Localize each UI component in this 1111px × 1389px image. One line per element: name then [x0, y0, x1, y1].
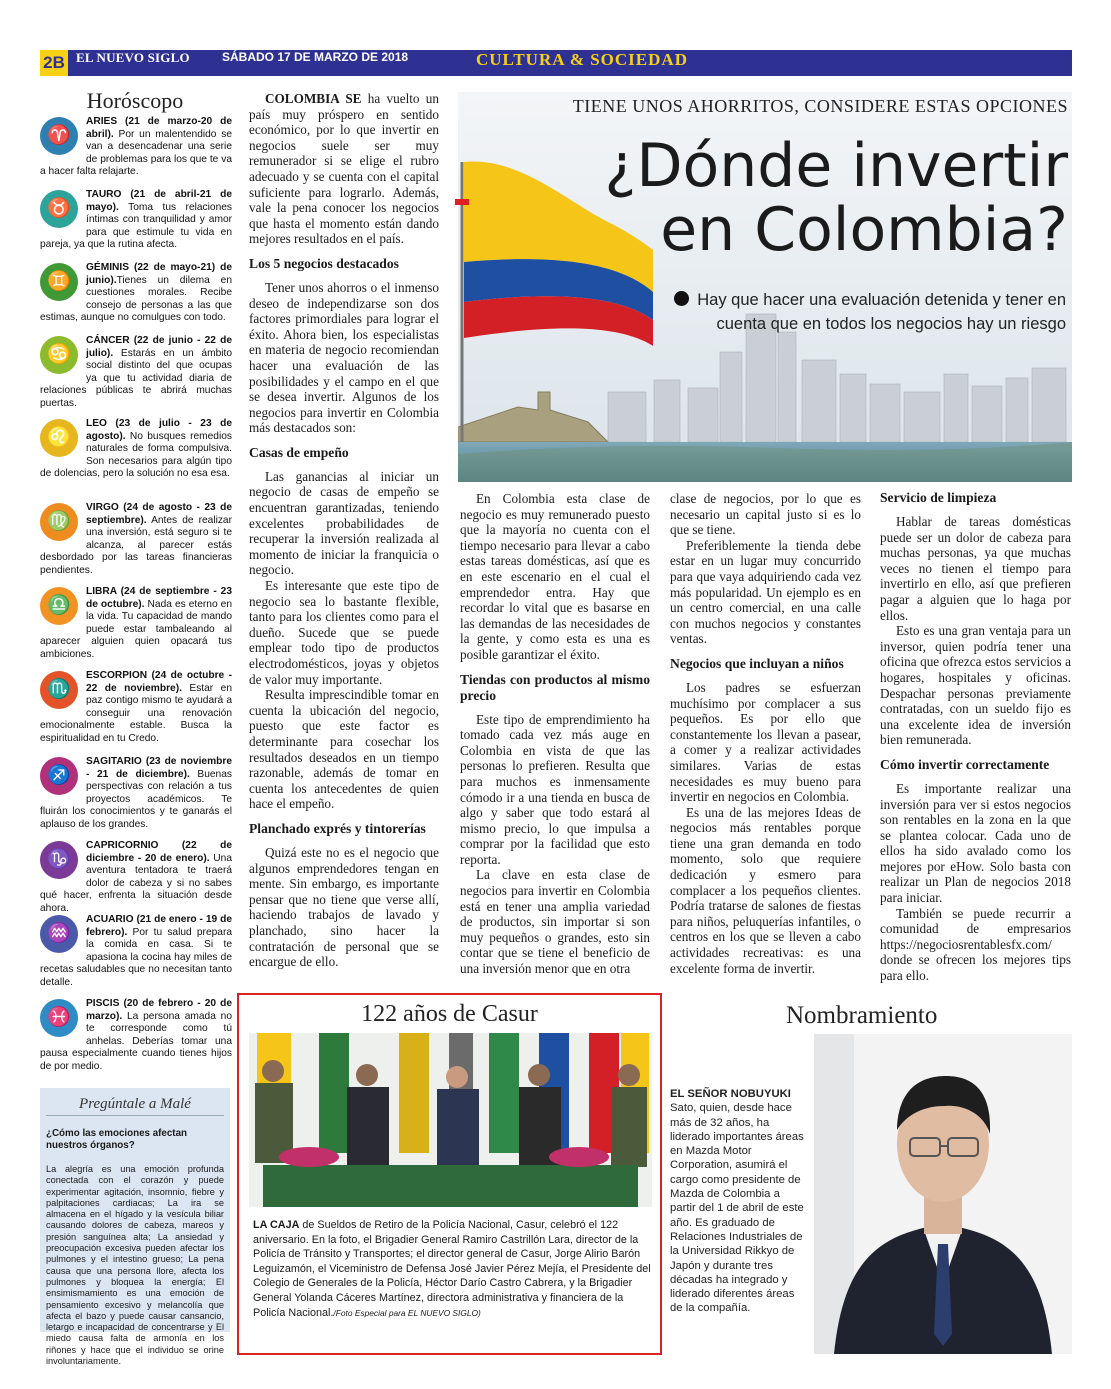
article-lead: COLOMBIA SE [265, 91, 362, 106]
portrait-illustration [814, 1034, 1072, 1354]
sign-text: La persona amada no te corresponde como tú anhelas. Deberías tomar una pausa especialmente cuando tienes hijos de por medio. [40, 1010, 232, 1072]
appointment-portrait [814, 1034, 1072, 1354]
article-subheading: Los 5 negocios destacados [249, 255, 399, 271]
aquarius-icon: ♒ [40, 915, 78, 953]
article-headline: ¿Dónde invertir en Colombia? [604, 131, 1068, 265]
article-subhead-text: Hay que hacer una evaluación detenida y tener en cuenta que en todos los negocios hay un riesgo [697, 291, 1066, 333]
article-paragraph: Las ganancias al iniciar un negocio de casas de empeño se encuentran garantizadas, teniendo excelentes probabilidades de recuperar la inversión realizada al momento de iniciar la franquicia o negocio. [249, 468, 439, 578]
horoscope-sign [40, 756, 232, 832]
sign-text: Por un malentendido se van a desencadenar una serie de problemas para los que te va a hacer falta relajarte. [40, 128, 232, 178]
sign-name: CAPRICORNIO (22 de diciembre - 20 de enero). [86, 840, 232, 864]
leo-icon: ♌ [40, 419, 78, 457]
newspaper-name: EL NUEVO SIGLO [76, 50, 190, 65]
horoscope-sign [40, 670, 232, 746]
appointment-body: Sato, quien, desde hace más de 32 años, ha liderado importantes áreas en Mazda Motor Corporation, asumirá el cargo como presidente de Mazda de Colombia a partir del 1 de abril de este año. Es graduado de Relaciones Industriales de la Universidad Rikkyo de Japón y durante tres décadas ha integrado y liderado diferentes áreas de la compañía. [670, 1102, 804, 1315]
sign-text: Una aventura tentadora te traerá dolor de cabeza y si no sabes qué hacer, enfrenta la situación desde ahora. [40, 852, 232, 914]
article-subheading: Tiendas con productos al mismo precio [460, 671, 650, 703]
horoscope-sign [40, 335, 232, 411]
horoscope-sign [40, 840, 232, 916]
horoscope-sign [40, 262, 232, 325]
article-paragraph: Este tipo de emprendimiento ha tomado cada vez más auge en Colombia en vista de que las personas lo prefieren. Resulta que para muchos es inmensamente cómodo ir a una tienda en busca de algo y saber que todo estará al mismo precio, lo que impulsa a comprar por la facilidad que esto reporta. [460, 711, 650, 867]
ceremony-photo-illustration [249, 1033, 652, 1207]
article-subheading: Casas de empeño [249, 444, 349, 460]
sign-text: Nada es eterno en la vida. Tu capacidad de mando puede estar tambaleando al aparecer alguien quien opacará tus ambiciones. [40, 598, 232, 660]
sign-name: ACUARIO (21 de enero - 19 de febrero). [86, 914, 232, 938]
red-marker [455, 199, 469, 205]
article-paragraph: Es importante realizar una inversión para ver si estos negocios son rentables en la zona en la que se plantea colocar. Cada uno de ellos ha sido avalado como los mejores por eHow. Solo basta con realizar un Plan de negocios 2018 para iniciar. [880, 780, 1071, 906]
libra-icon: ♎ [40, 587, 78, 625]
article-paragraph: Tener unos ahorros o el inmenso deseo de independizarse son dos factores primordiales para lograr el éxito. Ahora bien, los especialistas en materia de negocio recomiendan hacer una evaluación de las posibilidades y el campo en el que se desea invertir. Algunos de los negocios para invertir en Colombia más destacados son: [249, 279, 439, 436]
ask-male-box [40, 1088, 230, 1367]
article-column-1 [249, 91, 439, 970]
sign-text: No busques remedios naturales de forma compulsiva. Son necesarios para algún tipo de dolencias, pero la solución no esa esa. [40, 430, 232, 480]
sign-text: Por tu salud prepara la comida en casa. Si te apasiona la cocina hay miles de recetas saludables que no necesitan tanto detalle. [40, 926, 232, 988]
ask-male-question: ¿Cómo las emociones afectan nuestros órganos? [46, 1128, 188, 1151]
appointment-title: Nombramiento [786, 1002, 938, 1029]
article-paragraph: También se puede recurrir a comunidad de empresarios https://negociosrentablesfx.com/ donde se ofrecen los mejores tips para ello. [880, 905, 1071, 984]
sign-name: LEO (23 de julio - 23 de agosto). [86, 418, 232, 442]
horoscope-sign [40, 116, 232, 179]
article-subheading: Servicio de limpieza [880, 490, 997, 505]
photo-credit: /Foto Especial para EL NUEVO SIGLO) [333, 1307, 481, 1318]
horoscope-sign [40, 998, 232, 1074]
article-column-4 [880, 484, 1071, 984]
article-subheading: Planchado exprés y tintorerías [249, 820, 426, 836]
aries-icon: ♈ [40, 117, 78, 155]
sign-text: Buenas perspectivas con relación a tus proyectos académicos. Te fluirán los conocimientos y te ganarás el aplauso de los grandes. [40, 768, 232, 830]
article-paragraph: ha vuelto un país muy próspero en sentido económico, por lo que invertir en negocios suele ser muy remunerador si se elige el rubro adecuado y se cuenta con el capital suficiente para lograrlo. Además, vale la pena conocer los negocios que hasta el momento están dando mejores resultados en el país. [249, 91, 439, 247]
gemini-icon: ♊ [40, 263, 78, 301]
article-paragraph: clase de negocios, por lo que es necesario un capital justo si es lo que se tiene. [670, 491, 861, 538]
casur-photo [249, 1033, 652, 1207]
masthead-bar [40, 50, 1072, 76]
article-column-2 [460, 491, 650, 977]
article-paragraph: Quizá este no es el negocio que algunos emprendedores tengan en mente. Sin embargo, es importante pensar que no tiene que verse allí, haciendo trabajos de lavado y planchado, sino hacer la contratación de personal que se encargue de ello. [249, 844, 439, 970]
bullet-icon [674, 291, 689, 306]
horoscope-sign [40, 502, 232, 578]
sign-name: SAGITARIO (23 de noviembre - 21 de diciembre). [86, 756, 232, 780]
sign-name: LIBRA (24 de septiembre - 23 de octubre). [86, 586, 232, 610]
taurus-icon: ♉ [40, 190, 78, 228]
article-paragraph: Hablar de tareas domésticas puede ser un dolor de cabeza para muchas personas, ya que muchas veces no tienen el tiempo para invertirlo en ello, así que prefieren pagar a alguien que lo haga por ellos. [880, 514, 1071, 623]
capricorn-icon: ♑ [40, 841, 78, 879]
sign-text: Estar en paz contigo mismo te ayudará a conseguir una renovación emocionalmente estable. Busca la espiritualidad en tu Credo. [40, 682, 232, 744]
horoscope-sign [40, 418, 232, 481]
sign-name: CÁNCER (22 de junio - 22 de julio). [86, 335, 232, 359]
page-number: 2B [40, 50, 68, 76]
article-paragraph: La clave en esta clase de negocios para invertir en Colombia está en tener una amplia variedad de productos, sin importar si son muy pequeños o grandes, esto sin contar que se tiene el beneficio de una inversión menor que en otra [460, 867, 650, 977]
pisces-icon: ♓ [40, 999, 78, 1037]
horoscope-sign [40, 189, 232, 252]
ask-male-title: Pregúntale a Malé [46, 1096, 224, 1116]
article-paragraph: Es interesante que este tipo de negocio sea lo bastante flexible, tanto para los clientes como para el dueño. Sucede que se puede emplear todo tipo de productos electrodomésticos, joyas y objetos de valor muy importante. [249, 578, 439, 687]
virgo-icon: ♍ [40, 503, 78, 541]
article-column-3 [670, 491, 861, 976]
article-subheading: Cómo invertir correctamente [880, 756, 1050, 772]
horoscope-title: Horóscopo [86, 88, 184, 113]
appointment-lead: EL SEÑOR NOBUYUKI [670, 1088, 791, 1100]
sign-text: Antes de realizar una inversión, está seguro si te alcanza, al parecer estás desbordado por las tareas financieras pendientes. [40, 514, 232, 576]
appointment-text [670, 1087, 805, 1316]
horoscope-sign [40, 914, 232, 990]
sign-name: GÉMINIS (22 de mayo-21) de junio). [86, 262, 232, 286]
sagittarius-icon: ♐ [40, 757, 78, 795]
article-paragraph: Los padres se esfuerzan muchísimo por complacer a sus pequeños. Es por ello que constantemente los llevan a pasear, a comer y a realizar actividades similares. Varias de estas necesidades es muy bueno para invertir en negocios en Colombia. [670, 679, 861, 805]
casur-box [237, 993, 662, 1355]
scorpio-icon: ♏ [40, 671, 78, 709]
issue-date: SÁBADO 17 DE MARZO DE 2018 [222, 50, 409, 64]
sign-name: TAURO (21 de abril-21 de mayo). [86, 189, 232, 213]
sign-name: PISCIS (20 de febrero - 20 de marzo). [86, 998, 232, 1022]
article-paragraph: Esto es una gran ventaja para un inversor, quien podría tener una oficina que ofrezca estos servicios a hogares, hospitales y oficinas. Despachar personas previamente contratadas, con un sueldo fijo es una excelente idea de inversión bien remunerada. [880, 623, 1071, 748]
sign-text: Toma tus relaciones íntimas con tranquilidad y amor para que estimule tu vida en pareja, ya que la rutina afecta. [40, 201, 232, 251]
cancer-icon: ♋ [40, 336, 78, 374]
article-paragraph: Es una de las mejores Ideas de negocios más rentables porque tiene una gran demanda en todo momento, solo que requiere dedicación y esmero para complacer a los pequeños clientes. Podría tratarse de salones de fiestas para niños, peluquerías infantiles, o centros en los que se lleven a cabo actividades recreativas: es una excelente forma de invertir. [670, 804, 861, 976]
horoscope-sign [40, 586, 232, 662]
article-kicker: TIENE UNOS AHORRITOS, CONSIDERE ESTAS OPCIONES [572, 96, 1068, 116]
casur-title: 122 años de Casur [361, 1001, 538, 1027]
article-subhead [630, 288, 1066, 336]
sign-name: ESCORPION (24 de octubre - 22 de noviembre). [86, 670, 232, 694]
casur-caption-text: de Sueldos de Retiro de la Policía Nacional, Casur, celebró el 122 aniversario. En la foto, el Brigadier General Ramiro Castrillón Lara, director de la Policía de Tránsito y Transportes; el director general de Casur, Jorge Alirio Barón Leguizamón, el Viceministro de Defensa José Javier Pérez Mejía, el Presidente del Colegio de Generales de la Policía, Héctor Darío Castro Cabrera, y la Brigadier General Yolanda Cáceres Martínez, directora administrativa y financiera de la Policía Nacional. [253, 1219, 651, 1319]
casur-caption-lead: LA CAJA [253, 1219, 300, 1231]
ask-male-answer: La alegría es una emoción profunda conectada con el corazón y puede experimentar agitación, insomnio, fiebre y palpitaciones cardiacas; La ira se almacena en el hígado y la vesícula biliar causando dolores de cabeza, mareos y presión sanguínea alta; La ansiedad y preocupación excesiva pueden afectar los pulmones y el intestino grueso; La pena causa que una persona llore, afecta los pulmones y bloquea la energía; El ensimismamiento es una emoción de pensamiento excesivo y melancolía que afecta el bazo y puede causar cansancio, letargo e incapacidad de concentrarse y El miedo causa falta de armonía en los riñones y hace que el individuo se orine involuntariamente. [46, 1164, 224, 1367]
article-paragraph: Resulta imprescindible tomar en cuenta la ubicación del negocio, puesto que este factor es determinante para cosechar los resultados deseados en un tiempo razonable, además de tomar en cuenta los antecedentes de quien hace el empeño. [249, 687, 439, 812]
sign-name: VIRGO (24 de agosto - 23 de septiembre). [86, 502, 232, 526]
sign-text: Estarás en un ámbito social distinto del que ocupas ya que tu actividad diaria de relaciones públicas te abrirá muchas puertas. [40, 347, 232, 409]
casur-caption [253, 1218, 653, 1320]
sign-name: ARIES (21 de marzo-20 de abril). [86, 116, 232, 140]
section-title: CULTURA & SOCIEDAD [476, 50, 688, 69]
article-paragraph: Preferiblemente la tienda debe estar en un lugar muy concurrido para que vaya adquiriendo cada vez más popularidad. Un ejemplo es en un centro comercial, en una calle con muchos negocios y constantes ventas. [670, 537, 861, 647]
article-paragraph: En Colombia esta clase de negocio es muy remunerado puesto que la mayoría no cuenta con el tiempo necesario para llevar a cabo estas tareas domésticas, así que es en este escenario en el cual el emprendedor entra. Hay que recordar lo vital que es basarse en las demandas de las necesidades de la gente, y como esta es una es posible garantizar el éxito. [460, 491, 650, 662]
sign-text: Tienes un dilema en cuestiones morales. Recibe consejo de personas a las que estimas, aunque no comulgues con todo. [40, 274, 232, 324]
article-subheading: Negocios que incluyan a niños [670, 655, 844, 671]
